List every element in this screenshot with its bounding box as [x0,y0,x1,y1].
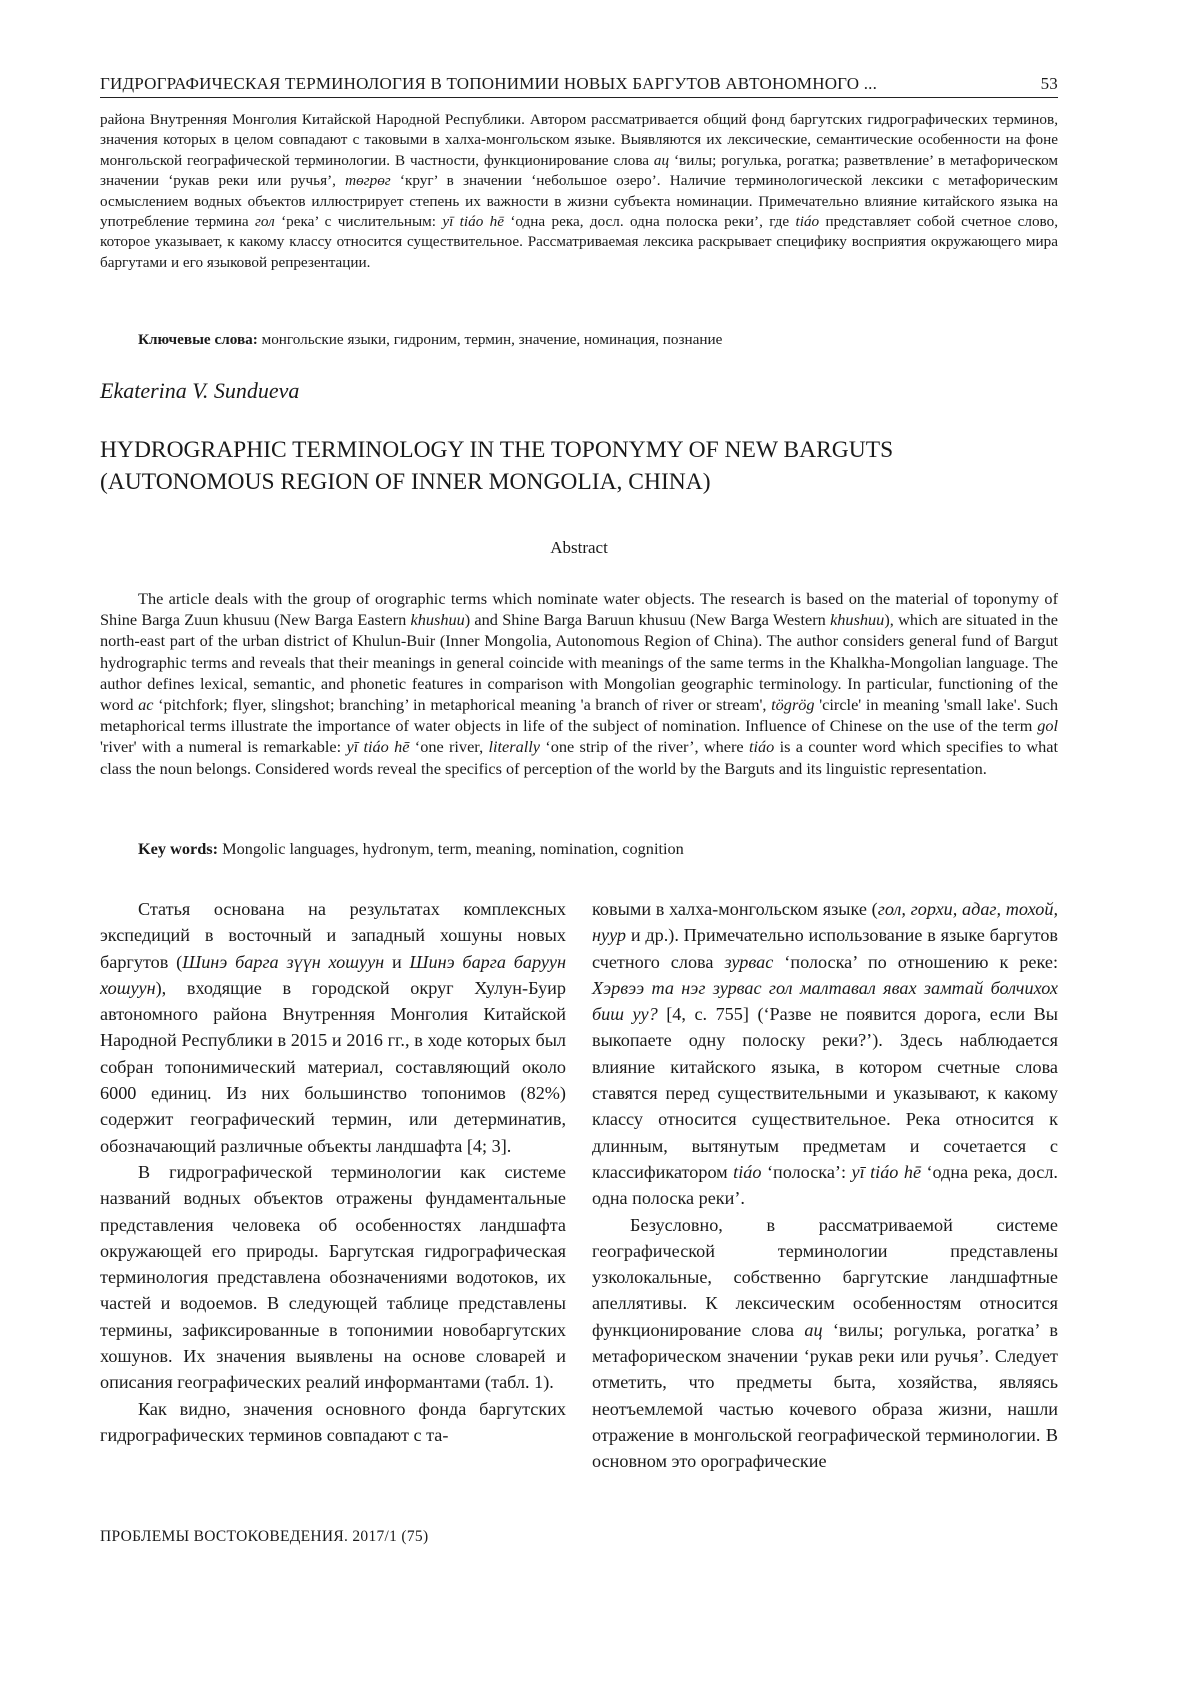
body-paragraph: Статья основана на результатах комплексных экспедиций в восточный и западный хошуны новых баргутов (Шинэ барга зүүн хошуун и Шинэ барга баруун хошуун), входящие в городской округ Хулун-Буир автономного района Внутренняя Монголия Китайской Народной Республики в 2015 и 2016 гг., в ходе которых был собран топонимический материал, составляющий около 6000 единиц. Из них большинство топонимов (82%) содержит географический термин, или детерминатив, обозначающий различные объекты ландшафта [4; 3]. [100,899,567,1156]
keywords-english-label: Key words: [138,839,219,858]
abstract-russian [100,110,1058,273]
abstract-russian-text: района Внутренняя Монголия Китайской Народной Республики. Автором рассматривается общий фонд баргутских гидрографических терминов, значения которых в целом совпадают с таковыми в халха-монгольском языке. Выявляются их лексические, семантические особенности на фоне монгольской географической терминологии. В частности, функционирование слова ац ‘вилы; рогулька, рогатка; разветвление’ в метафорическом значении ‘рукав реки или ручья’, төгрөг ‘круг’ в значении ‘небольшое озеро’. Наличие терминологической лексики с метафорическим осмыслением водных объектов иллюстрирует степень их важности в жизни субъекта номинации. Примечательно влияние китайского языка на употребление термина гол ‘река’ с числительным: yī tiáo hē ‘одна река, досл. одна полоска реки’, где tiáo представляет собой счетное слово, которое указывает, к какому классу относится существительное. Рассматриваемая лексика раскрывает специфику восприятия окружающего мира баргутами и его языковой репрезентации. [100,111,1058,271]
abstract-english-text: The article deals with the group of orographic terms which nominate water objects. The research is based on the material of toponymy of Shine Barga Zuun khusuu (New Barga Eastern khushuu) and Shine Barga Baruun khusuu (New Barga Western khushuu), which are situated in the north-east part of the urban district of Khulun-Buir (Inner Mongolia, Autonomous Region of China). The author considers general fund of Bargut hydrographic terms and reveals that their meanings in general coincide with meanings of the same terms in the Khalkha-Mongolian language. The author defines lexical, semantic, and phonetic features in comparison with Mongolian geographic terminology. In particular, functioning of the word ac ‘pitchfork; flyer, slingshot; branching’ in metaphorical meaning 'a branch of river or stream', tögrög 'circle' in meaning 'small lake'. Such metaphorical terms illustrate the importance of water objects in life of the subject of nomination. Influence of Chinese on the use of the term gol 'river' with a numeral is remarkable: yī tiáo hē ‘one river, literally ‘one strip of the river’, where tiáo is a counter word which specifies to what class the noun belongs. Considered words reveal the specifics of perception of the world by the Barguts and its linguistic representation. [100,589,1059,778]
keywords-english-text: Mongolic languages, hydronym, term, meaning, nomination, cognition [218,839,684,858]
page-number: 53 [1040,74,1058,93]
article-title [100,434,1058,498]
keywords-russian-label: Ключевые слова: [138,331,258,348]
body-paragraph: Как видно, значения основного фонда баргутских гидрографических терминов совпадают с та- [100,1398,566,1445]
journal-footer: ПРОБЛЕМЫ ВОСТОКОВЕДЕНИЯ. 2017/1 (75) [100,1528,429,1545]
keywords-english [138,838,1058,859]
running-title: ГИДРОГРАФИЧЕСКАЯ ТЕРМИНОЛОГИЯ В ТОПОНИМИИ НОВЫХ БАРГУТОВ АВТОНОМНОГО ... [100,74,878,93]
keywords-russian [138,330,1058,350]
abstract-english [100,588,1058,779]
body-paragraph: ковыми в халха-монгольском языке (гол, горхи, адаг, тохой, нуур и др.). Примечательно использование в языке баргутов счетного слова зурвас ‘полоска’ по отношению к реке: Хэрвээ та нэг зурвас гол малтавал явах замтай болчихох биш уу? [4, с. 755] (‘Разве не появится дорога, если Вы выкопаете одну полоску реки?’). Здесь наблюдается влияние китайского языка, в котором счетные слова ставятся перед существительными и указывают, к какому классу относится существительное. Река относится к длинным, вытянутым предметам и сочетается с классификатором tiáo ‘полоска’: yī tiáo hē ‘одна река, досл. одна полоска реки’. [592,899,1059,1209]
title-line-1: HYDROGRAPHIC TERMINOLOGY IN THE TOPONYMY OF NEW BARGUTS [100,437,894,463]
abstract-heading: Abstract [550,538,608,557]
body-column-left [100,896,566,1448]
body-paragraph: Безусловно, в рассматриваемой системе географической терминологии представлены узколокальные, собственно баргутские ландшафтные апеллятивы. К лексическим особенностям относится функционирование слова ац ‘вилы; рогулька, рогатка’ в метафорическом значении ‘рукав реки или ручья’. Следует отметить, что предметы быта, хозяйства, являясь неотъемлемой частью кочевого образа жизни, нашли отражение в монгольской географической терминологии. В основном это орографические [592,1214,1058,1472]
body-column-right [592,896,1058,1475]
keywords-russian-text: монгольские языки, гидроним, термин, значение, номинация, познание [257,331,723,348]
running-header [100,74,1058,98]
author-name: Ekaterina V. Sundueva [100,378,300,403]
title-line-2: (AUTONOMOUS REGION OF INNER MONGOLIA, CHINA) [100,469,711,495]
body-paragraph: В гидрографической терминологии как системе названий водных объектов отражены фундаментальные представления человека об особенностях ландшафта окружающей его природы. Баргутская гидрографическая терминология представлена обозначениями водотоков, их частей и водоемов. В следующей таблице представлены термины, зафиксированные в топонимии новобаргутских хошунов. Их значения выявлены на основе словарей и описания географических реалий информантами (табл. 1). [100,1161,566,1393]
